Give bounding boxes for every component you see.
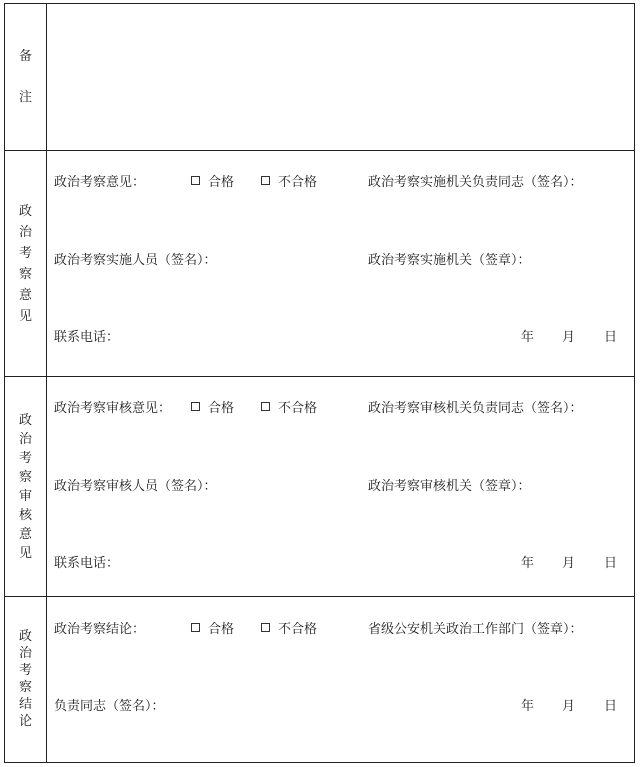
s1-label-char: 考 xyxy=(18,245,32,261)
s3-date-month: 月 xyxy=(562,699,576,714)
remarks-label-char: 注 xyxy=(18,90,32,105)
s1-label xyxy=(5,151,46,376)
s1-label-char: 治 xyxy=(18,224,32,240)
s2-label-char: 核 xyxy=(18,507,32,523)
s3-label-char: 考 xyxy=(18,663,32,678)
s2-date-day: 日 xyxy=(604,556,618,571)
column-divider xyxy=(46,4,47,762)
s1-label-char: 意 xyxy=(18,287,32,303)
s3-leader-signature: 负责同志（签名）： xyxy=(54,699,165,714)
s2-label-char: 察 xyxy=(18,469,32,485)
s1-date-month: 月 xyxy=(562,330,576,345)
s1-fail-checkbox[interactable] xyxy=(261,175,317,191)
checkbox-box xyxy=(261,623,270,632)
s3-label-char: 政 xyxy=(18,629,32,644)
s3-conclusion-label: 政治考察结论： xyxy=(54,622,146,637)
s2-pass-label: 合格 xyxy=(208,401,235,416)
s2-label-char: 审 xyxy=(18,488,32,504)
s3-label xyxy=(5,597,46,761)
s3-pass-label: 合格 xyxy=(208,622,235,637)
checkbox-box xyxy=(191,176,200,185)
s3-fail-label: 不合格 xyxy=(278,622,318,637)
checkbox-box xyxy=(191,623,200,632)
s1-org-seal: 政治考察实施机关（签章）： xyxy=(368,253,531,268)
political-review-form xyxy=(4,3,635,763)
s1-label-char: 政 xyxy=(18,203,32,219)
s3-label-char: 治 xyxy=(18,646,32,661)
s3-label-char: 察 xyxy=(18,680,32,695)
checkbox-box xyxy=(261,176,270,185)
s2-fail-checkbox[interactable] xyxy=(261,401,317,417)
s1-opinion-label: 政治考察意见： xyxy=(54,175,146,190)
s2-date-month: 月 xyxy=(562,556,576,571)
s3-dept-seal: 省级公安机关政治工作部门（签章）： xyxy=(368,622,583,637)
remarks-label xyxy=(5,4,46,150)
s2-label-char: 见 xyxy=(18,545,32,561)
row-divider xyxy=(5,376,634,377)
s2-leader-signature: 政治考察审核机关负责同志（签名）： xyxy=(368,401,583,416)
s3-date-year: 年 xyxy=(521,699,535,714)
s1-phone-label: 联系电话： xyxy=(54,330,120,345)
row-divider xyxy=(5,150,634,151)
s2-label-char: 治 xyxy=(18,431,32,447)
s1-leader-signature: 政治考察实施机关负责同志（签名）： xyxy=(368,175,583,190)
s2-label-char: 政 xyxy=(18,412,32,428)
s2-fail-label: 不合格 xyxy=(278,401,318,416)
s2-org-seal: 政治考察审核机关（签章）： xyxy=(368,479,531,494)
checkbox-box xyxy=(261,402,270,411)
s2-opinion-label: 政治考察审核意见： xyxy=(54,401,172,416)
s2-label-char: 考 xyxy=(18,450,32,466)
s3-label-char: 论 xyxy=(18,714,32,729)
s2-phone-label: 联系电话： xyxy=(54,556,120,571)
s1-pass-checkbox[interactable] xyxy=(191,175,234,191)
s2-label-char: 意 xyxy=(18,526,32,542)
s2-staff-signature: 政治考察审核人员（签名）： xyxy=(54,479,217,494)
remarks-label-char: 备 xyxy=(18,49,32,64)
s1-fail-label: 不合格 xyxy=(278,175,318,190)
s1-date-day: 日 xyxy=(604,330,618,345)
s1-pass-label: 合格 xyxy=(208,175,235,190)
s1-label-char: 见 xyxy=(18,308,32,324)
s2-date-year: 年 xyxy=(521,556,535,571)
checkbox-box xyxy=(191,402,200,411)
s1-staff-signature: 政治考察实施人员（签名）： xyxy=(54,253,217,268)
s3-fail-checkbox[interactable] xyxy=(261,622,317,638)
s2-pass-checkbox[interactable] xyxy=(191,401,234,417)
row-divider xyxy=(5,596,634,597)
s3-date-day: 日 xyxy=(604,699,618,714)
s3-label-char: 结 xyxy=(18,697,32,712)
s1-label-char: 察 xyxy=(18,266,32,282)
s3-pass-checkbox[interactable] xyxy=(191,622,234,638)
s1-date-year: 年 xyxy=(521,330,535,345)
s2-label xyxy=(5,377,46,596)
